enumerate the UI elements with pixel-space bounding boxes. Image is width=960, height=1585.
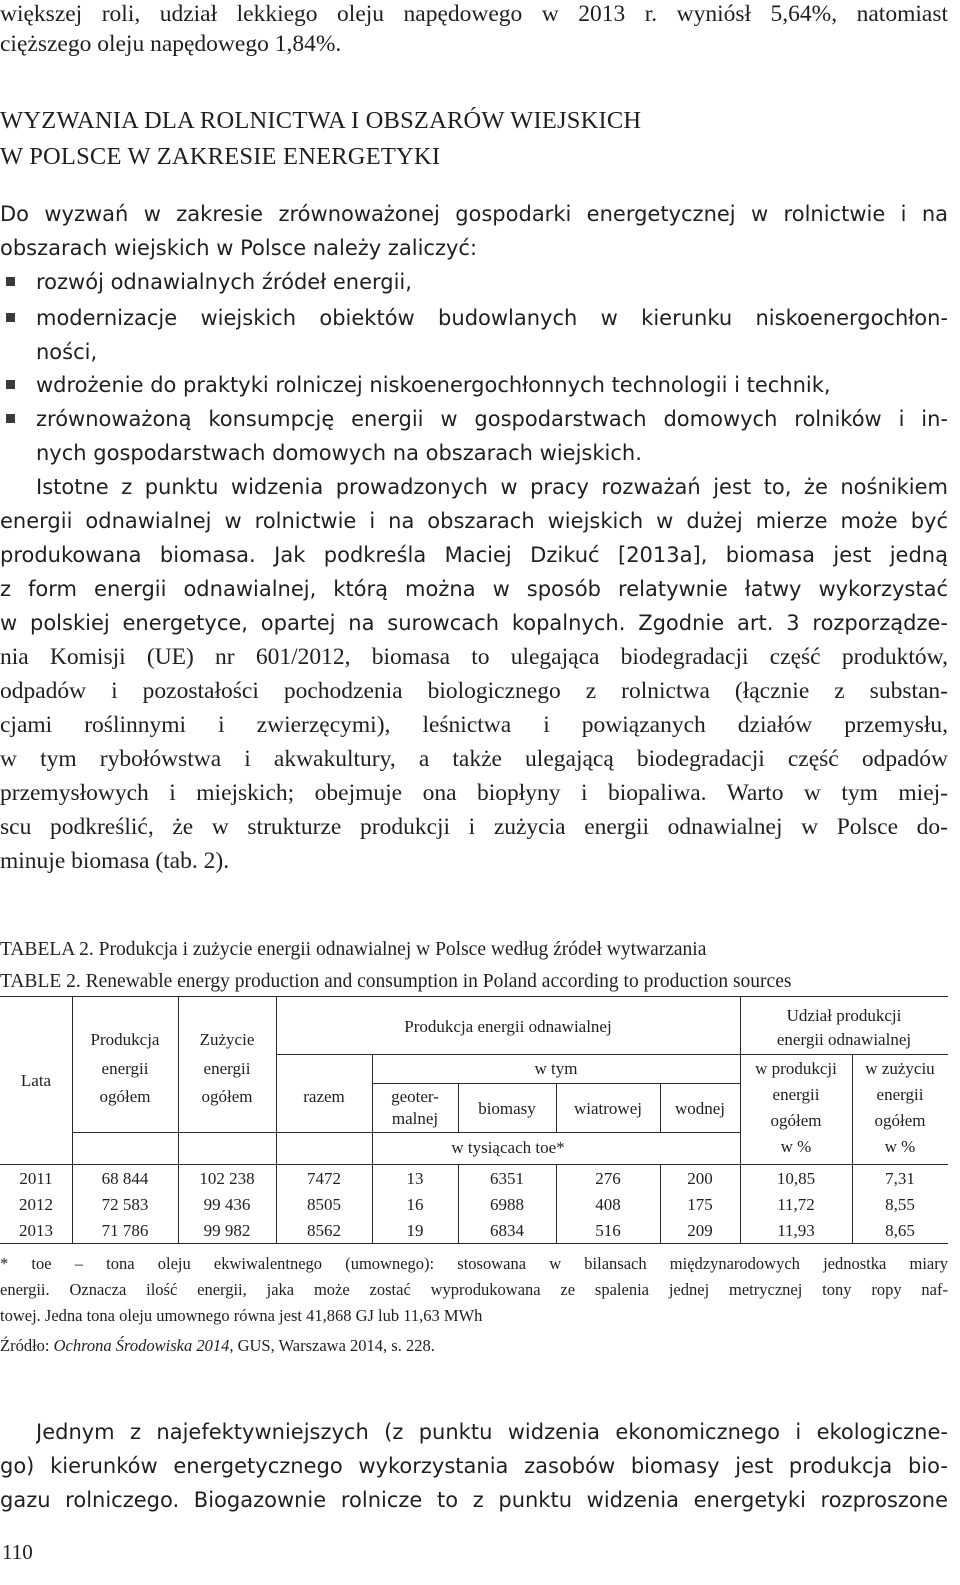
header-w-zuzyciu-line: w zużyciu <box>865 1059 935 1078</box>
paragraph-line: produkowana biomasa. Jak podkreśla Maciej Dzikuć [2013a], biomasa jest jedną <box>0 543 948 567</box>
header-lata: Lata <box>20 1071 52 1090</box>
header-udzial-line: energii odnawialnej <box>776 1030 912 1049</box>
bullet-item-2-line-1: modernizacje wiejskich obiektów budowlanych w kierunku niskoenergochłon- <box>36 306 948 330</box>
cell-udzial-zuzyciu: 8,55 <box>885 1195 915 1214</box>
cell-udzial-produkcji: 10,85 <box>776 1169 816 1188</box>
bullet-square-icon <box>6 414 15 423</box>
cell-udzial-produkcji: 11,72 <box>777 1195 815 1214</box>
bullet-square-icon <box>6 277 15 286</box>
header-zuzycie-line: ogółem <box>201 1087 253 1106</box>
header-geotermalnej-line: malnej <box>391 1109 439 1128</box>
header-produkcja-odnawialna: Produkcja energii odnawialnej <box>404 1017 612 1036</box>
source-title: Ochrona Środowiska 2014 <box>53 1336 230 1355</box>
bullet-item-3: wdrożenie do praktyki rolniczej niskoenergochłonnych technologii i technik, <box>36 373 831 397</box>
paragraph-line: nia Komisji (UE) nr 601/2012, biomasa to ulegająca biodegradacji część produktów, <box>0 644 948 670</box>
section-heading-line-2: W POLSCE W ZAKRESIE ENERGETYKI <box>0 143 441 170</box>
paragraph-line: minuje biomasa (tab. 2). <box>0 848 230 874</box>
rule-under-udzial <box>740 1054 948 1055</box>
header-w-tym: w tym <box>534 1059 578 1078</box>
cell-zuzycie: 102 238 <box>199 1169 255 1188</box>
header-wiatrowej: wiatrowej <box>574 1099 642 1118</box>
header-produkcja-line: energii <box>101 1059 149 1078</box>
cell-biomasy: 6834 <box>490 1221 524 1240</box>
header-produkcja-line: ogółem <box>99 1087 151 1106</box>
cell-geotermalnej: 13 <box>406 1169 424 1188</box>
header-w-produkcji-line: ogółem <box>770 1111 822 1130</box>
top-paragraph-line-1: większej roli, udział lekkiego oleju napędowego w 2013 r. wyniósł 5,64%, natomiast <box>0 1 948 27</box>
source-label: Źródło: <box>0 1336 54 1355</box>
header-udzial-line: Udział produkcji <box>786 1006 902 1025</box>
cell-wiatrowej: 516 <box>595 1221 621 1240</box>
rule-under-header <box>0 1164 948 1165</box>
paragraph-line: przemysłowych i miejskich; obejmuje ona biopłyny i biopaliwa. Warto w tym miej- <box>0 780 948 806</box>
cell-wodnej: 175 <box>687 1195 713 1214</box>
cell-year: 2013 <box>19 1221 53 1240</box>
bullet-item-2-line-2: ności, <box>36 340 98 364</box>
closing-paragraph-line-2: go) kierunków energetycznego wykorzystania zasobów biomasy jest produkcja bio- <box>0 1454 948 1478</box>
cell-wiatrowej: 276 <box>595 1169 621 1188</box>
table-footnote-line-3: towej. Jedna tona oleju umownego równa jest 41,868 GJ lub 11,63 MWh <box>0 1306 483 1325</box>
bullet-item-1: rozwój odnawialnych źródeł energii, <box>36 270 412 294</box>
cell-geotermalnej: 19 <box>406 1221 424 1240</box>
cell-biomasy: 6988 <box>490 1195 524 1214</box>
paragraph-line: z form energii odnawialnej, którą można w sposób relatywnie łatwy wykorzystać <box>0 577 948 601</box>
header-razem: razem <box>303 1087 345 1106</box>
cell-biomasy: 6351 <box>490 1169 524 1188</box>
header-zuzycie-line: Zużycie <box>199 1030 255 1049</box>
cell-razem: 8505 <box>307 1195 341 1214</box>
paragraph-line: Istotne z punktu widzenia prowadzonych w pracy rozważań jest to, że nośnikiem <box>36 475 948 499</box>
table-caption-pl: TABELA 2. Produkcja i zużycie energii odnawialnej w Polsce według źródeł wytwarzania <box>0 939 707 960</box>
paragraph-line: w polskiej energetyce, opartej na surowcach kopalnych. Zgodnie art. 3 rozporządze- <box>0 611 948 635</box>
table-footnote-line-2: energii. Oznacza ilość energii, jaka może zostać wyprodukowana ze spalenia jednej metrycznej tony ropy naf- <box>0 1280 948 1299</box>
page-number: 110 <box>2 1540 33 1564</box>
paragraph-line: scu podkreślić, że w strukturze produkcji i zużycia energii odnawialnej w Polsce do- <box>0 814 948 840</box>
header-zuzycie-line: energii <box>203 1059 251 1078</box>
cell-wodnej: 209 <box>687 1221 713 1240</box>
intro-line-2: obszarach wiejskich w Polsce należy zaliczyć: <box>0 236 478 260</box>
paragraph-line: w tym rybołówstwa i akwakultury, a także ulegającą biodegradacji część odpadów <box>0 746 948 772</box>
cell-zuzycie: 99 436 <box>203 1195 251 1214</box>
header-unit: w tysiącach toe* <box>451 1138 565 1157</box>
cell-year: 2011 <box>19 1169 53 1188</box>
cell-year: 2012 <box>19 1195 53 1214</box>
header-w-produkcji-line: w produkcji <box>755 1059 837 1078</box>
cell-produkcja: 68 844 <box>101 1169 149 1188</box>
header-w-zuzyciu-line: energii <box>876 1085 924 1104</box>
cell-produkcja: 71 786 <box>101 1221 149 1240</box>
cell-geotermalnej: 16 <box>406 1195 424 1214</box>
cell-udzial-zuzyciu: 7,31 <box>885 1169 915 1188</box>
source-details: , GUS, Warszawa 2014, s. 228. <box>229 1336 435 1355</box>
cell-zuzycie: 99 982 <box>203 1221 251 1240</box>
header-produkcja-line: Produkcja <box>90 1030 160 1049</box>
top-paragraph-line-2: cięższego oleju napędowego 1,84%. <box>0 31 342 57</box>
section-heading-line-1: WYZWANIA DLA ROLNICTWA I OBSZARÓW WIEJSKICH <box>0 107 642 134</box>
cell-udzial-zuzyciu: 8,65 <box>885 1221 915 1240</box>
header-biomasy: biomasy <box>478 1099 536 1118</box>
cell-razem: 8562 <box>307 1221 341 1240</box>
paragraph-line: energii odnawialnej w rolnictwie i na obszarach wiejskich w dużej mierze może być <box>0 509 948 533</box>
paragraph-line: cjami roślinnymi i zwierzęcymi), leśnictwa i powiązanych działów przemysłu, <box>0 712 948 738</box>
header-w-zuzyciu-line: ogółem <box>874 1111 926 1130</box>
closing-paragraph-line-1: Jednym z najefektywniejszych (z punktu widzenia ekonomicznego i ekologiczne- <box>36 1420 948 1444</box>
header-w-produkcji-line: w % <box>780 1137 812 1156</box>
table-bottom-rule <box>0 1243 948 1244</box>
bullet-item-4-line-2: nych gospodarstwach domowych na obszarach wiejskich. <box>36 441 642 465</box>
cell-wiatrowej: 408 <box>595 1195 621 1214</box>
rule-above-unit <box>72 1132 740 1133</box>
cell-udzial-produkcji: 11,93 <box>777 1221 815 1240</box>
bullet-square-icon <box>6 380 15 389</box>
cell-razem: 7472 <box>307 1169 341 1188</box>
table-top-rule <box>0 996 948 997</box>
bullet-item-4-line-1: zrównoważoną konsumpcję energii w gospodarstwach domowych rolników i in- <box>36 407 948 431</box>
header-w-produkcji-line: energii <box>772 1085 820 1104</box>
table-source <box>0 1335 948 1357</box>
table-footnote-line-1: * toe – tona oleju ekwiwalentnego (umownego): stosowana w bilansach międzynarodowych jednostka miary <box>0 1254 948 1273</box>
table-caption-en: TABLE 2. Renewable energy production and consumption in Poland according to production sources <box>0 971 792 992</box>
cell-produkcja: 72 583 <box>101 1195 149 1214</box>
rule-under-prod-odn <box>276 1054 740 1055</box>
energy-table <box>0 993 948 1243</box>
header-wodnej: wodnej <box>674 1099 726 1118</box>
paragraph-line: odpadów i pozostałości pochodzenia biologicznego z rolnictwa (łącznie z substan- <box>0 678 948 704</box>
header-geotermalnej-line: geoter- <box>391 1087 439 1106</box>
intro-line-1: Do wyzwań w zakresie zrównoważonej gospodarki energetycznej w rolnictwie i na <box>0 202 948 226</box>
bullet-square-icon <box>6 313 15 322</box>
closing-paragraph-line-3: gazu rolniczego. Biogazownie rolnicze to z punktu widzenia energetyki rozproszone <box>0 1488 948 1512</box>
cell-wodnej: 200 <box>687 1169 713 1188</box>
header-w-zuzyciu-line: w % <box>884 1137 916 1156</box>
